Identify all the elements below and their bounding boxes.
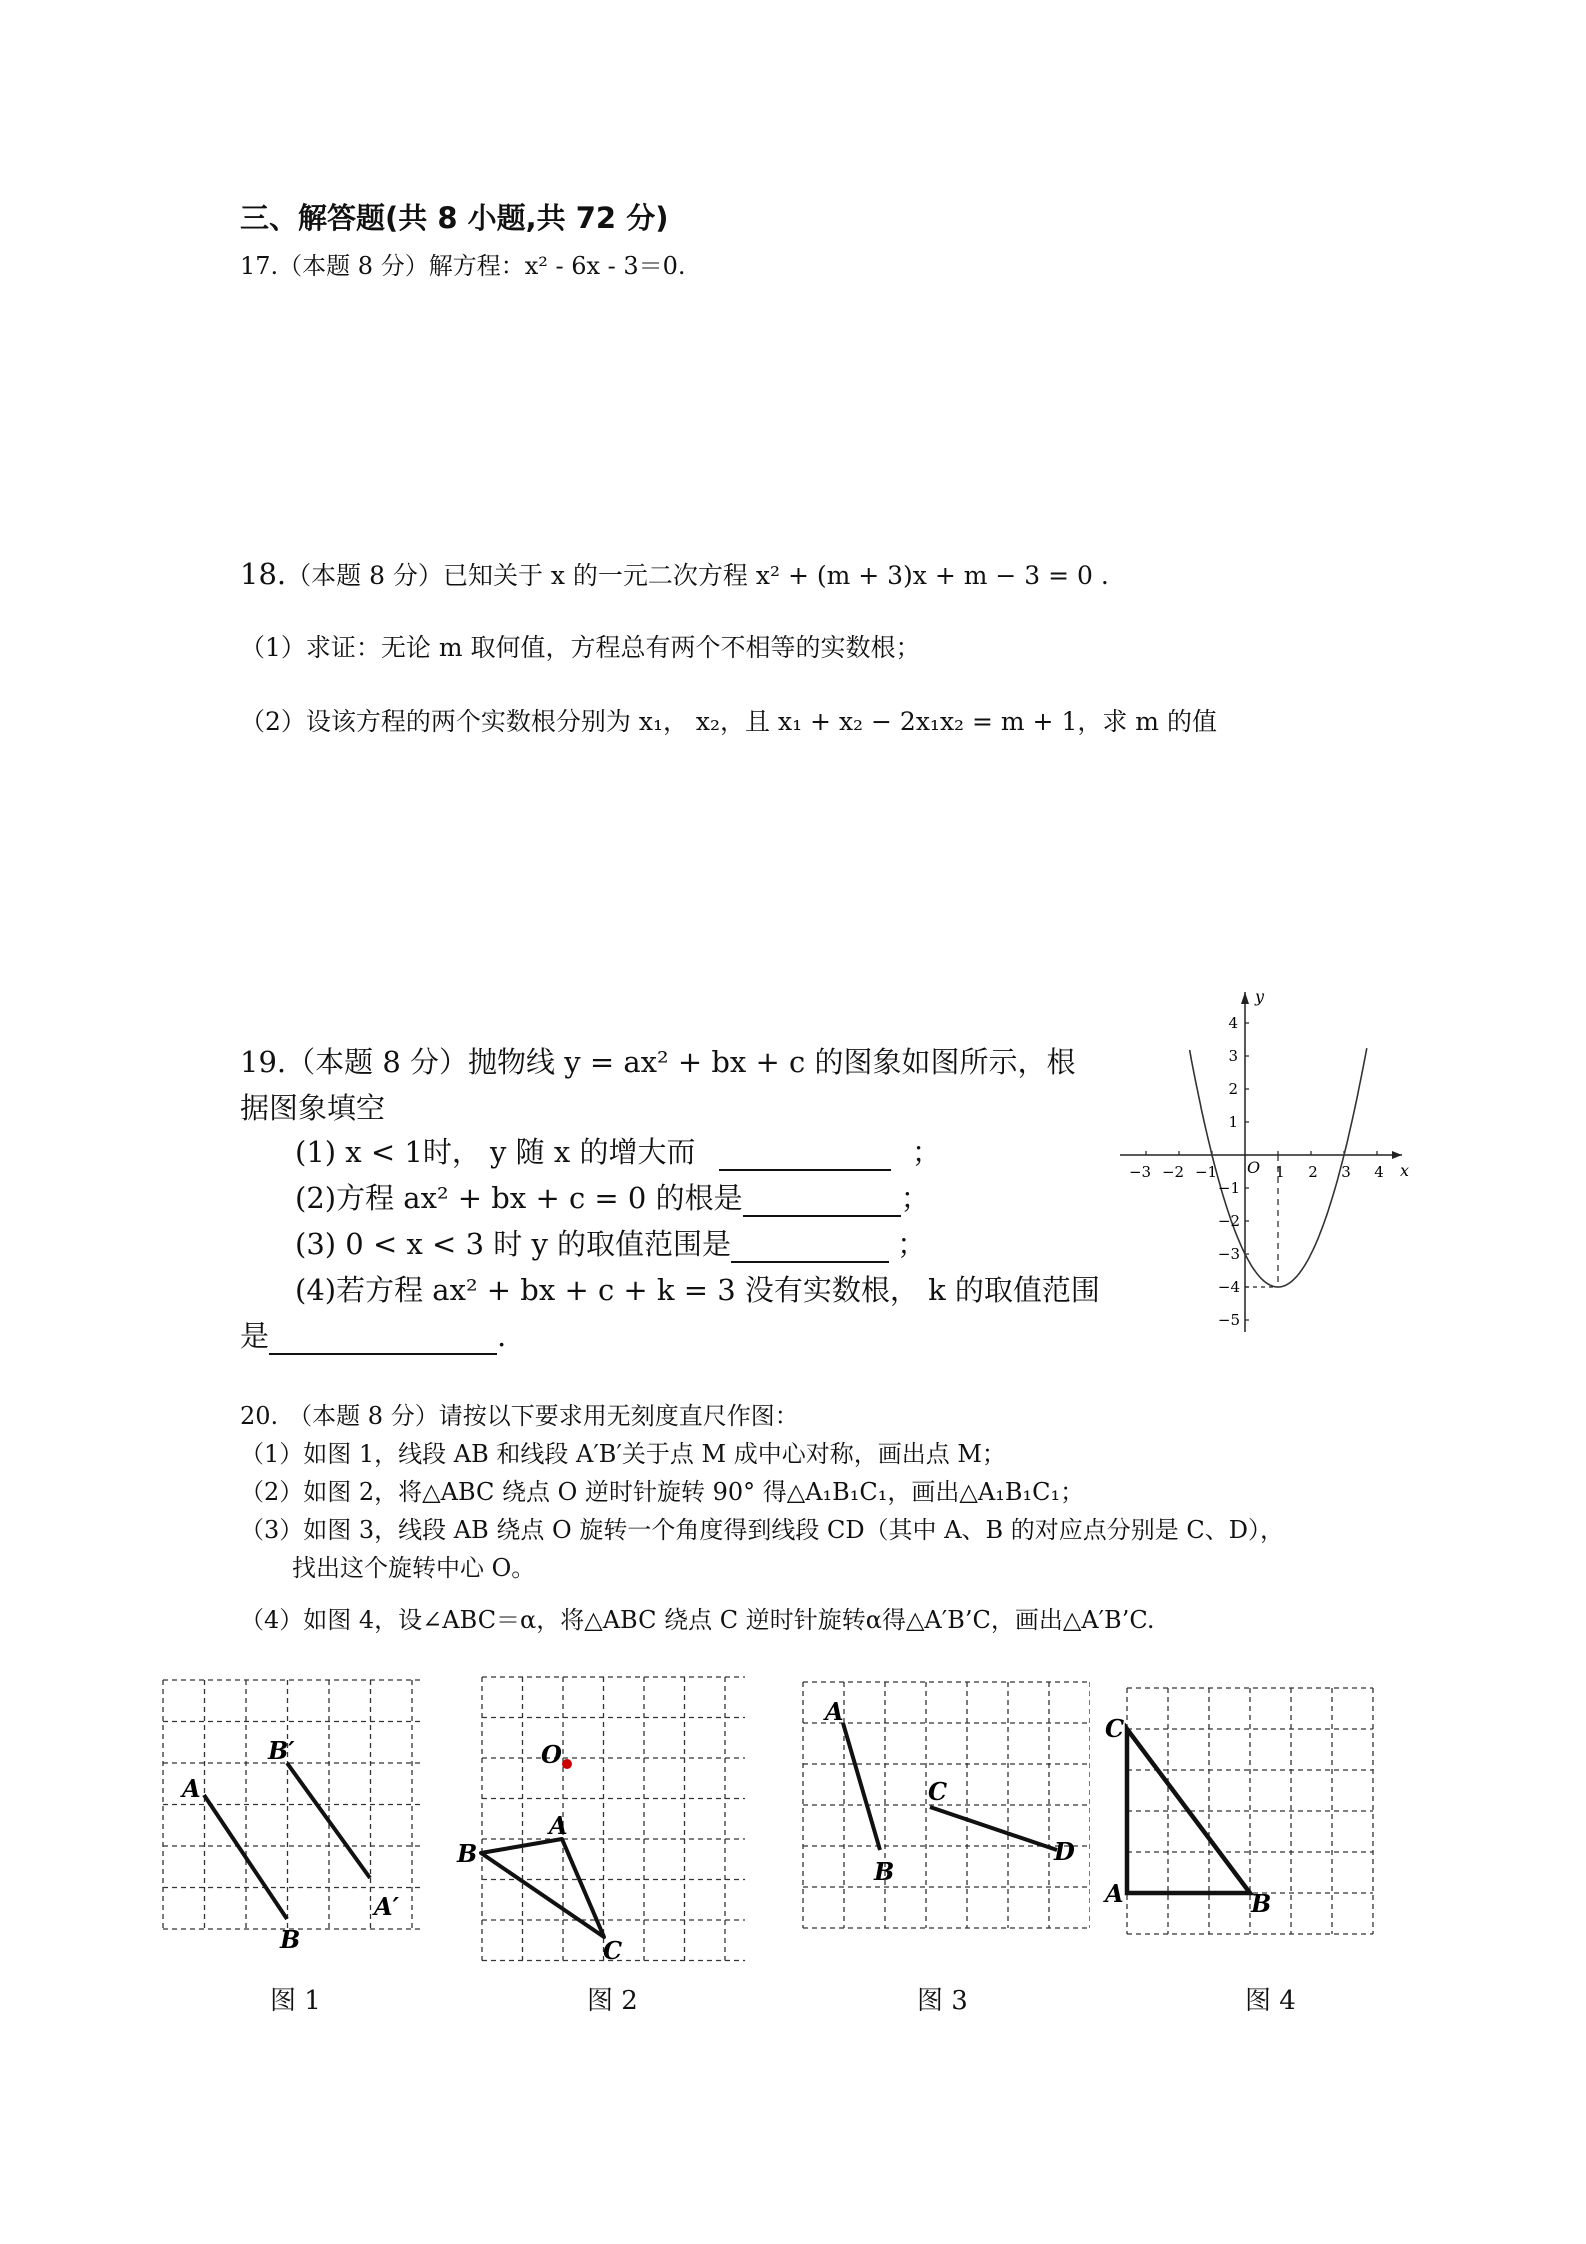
label-c: C [603,1936,623,1962]
section-title: 三、解答题(共 8 小题,共 72 分) [240,201,669,235]
q20-part-4: （4）如图 4，设∠ABC＝α，将△ABC 绕点 C 逆时针旋转α得△A′B’C，画出△A′B’C. [240,1606,1155,1634]
label-c: C [928,1777,948,1806]
q20-stem: 请按以下要求用无刻度直尺作图： [438,1402,799,1430]
q20-score: （本题 8 分） [288,1402,439,1430]
label-b: B [457,1839,478,1868]
y-tick-label: 1 [1228,1113,1238,1131]
figure-2-grid [482,1677,745,1961]
q20-number: 20. [240,1402,279,1430]
q18-number: 18. [240,557,287,591]
q20-part-2: （2）如图 2，将△ABC 绕点 O 逆时针旋转 90° 得△A₁B₁C₁，画出△A₁B₁C₁； [240,1478,1085,1506]
q19-part-3: (3) 0 < x < 3 时 y 的取值范围是 ； [295,1227,927,1261]
x-tick-label: −2 [1161,1163,1185,1181]
label-a-prime: A′ [374,1892,399,1921]
q20-part-3-line2: 找出这个旋转中心 O。 [292,1554,536,1582]
q17-number: 17. [240,252,279,280]
q18-score: （本题 8 分） [286,561,443,590]
question-18 [240,556,1109,592]
x-tick-label: 1 [1275,1163,1285,1181]
y-tick-label: −4 [1217,1278,1240,1296]
answer-blank-4[interactable] [269,1324,497,1355]
q20-part-1: （1）如图 1，线段 AB 和线段 A′B′关于点 M 成中心对称，画出点 M； [240,1440,1006,1468]
y-tick-label: 4 [1228,1014,1238,1032]
q19-score: （本题 8 分） [286,1045,469,1079]
q18-part-2: （2）设该方程的两个实数根分别为 x₁， x₂，且 x₁ + x₂ − 2x₁x₂ = m + 1，求 m 的值 [240,707,1217,736]
label-b: B [280,1925,301,1952]
q19-number: 19. [240,1045,287,1079]
x-tick-label: −1 [1194,1163,1218,1181]
y-tick-label: 3 [1228,1047,1238,1065]
q17-prompt: 解方程： [428,252,525,280]
label-c: C [1105,1714,1125,1743]
label-b: B [1251,1889,1272,1918]
figure-4-grid [1127,1688,1373,1934]
x-axis-arrow [1392,1151,1402,1159]
label-a: A [182,1774,201,1803]
figure-3 [790,1680,1090,1960]
origin-label: O [1247,1158,1261,1177]
y-axis-label: y [1255,987,1265,1006]
label-b: B [874,1857,895,1886]
q19-part-4-line1: (4)若方程 ax² + bx + c + k = 3 没有实数根， k 的取值范围 [295,1273,1100,1307]
label-a: A [549,1811,568,1840]
x-axis-label: x [1400,1161,1410,1180]
segment-cd [930,1807,1057,1850]
y-tick-label: −5 [1217,1311,1240,1329]
q17-score: （本题 8 分） [278,252,429,280]
answer-blank-3[interactable] [731,1232,889,1263]
label-b-prime: B′ [268,1736,295,1765]
figure-2 [455,1672,745,1962]
x-tick-label: 4 [1374,1163,1384,1181]
question-20 [240,1396,799,1431]
figure-1 [160,1672,420,1952]
label-a: A [825,1697,844,1726]
parabola-graph [1110,980,1410,1350]
question-17 [240,246,686,281]
q19-part-1: (1) x < 1时， y 随 x 的增大而 ； [295,1135,941,1169]
q18-part-1: （1）求证：无论 m 取何值，方程总有两个不相等的实数根； [240,633,921,662]
answer-blank-2[interactable] [743,1186,901,1217]
y-tick-label: −1 [1217,1179,1240,1197]
y-tick-label: −3 [1217,1245,1240,1263]
point-o [562,1759,572,1769]
question-19 [240,1040,1075,1081]
answer-blank-1[interactable] [719,1140,891,1171]
y-axis-arrow [1241,992,1249,1004]
figure-1-caption: 图 1 [270,1986,321,2016]
label-d: D [1054,1837,1075,1866]
triangle-abc [481,1839,604,1937]
q20-part-3-line1: （3）如图 3，线段 AB 绕点 O 旋转一个角度得到线段 CD（其中 A、B 的对应点分别是 C、D）， [240,1516,1285,1544]
label-o: O [541,1740,562,1769]
q19-part-2: (2)方程 ax² + bx + c = 0 的根是 ； [295,1181,930,1215]
q19-stem-line1: 抛物线 y = ax² + bx + c 的图象如图所示，根 [468,1045,1076,1079]
figure-3-caption: 图 3 [917,1986,968,2016]
figure-4-caption: 图 4 [1245,1986,1296,2016]
y-tick-label: −2 [1217,1212,1240,1230]
label-a: A [1105,1879,1124,1908]
q19-part-4-line2: 是 . [240,1319,507,1353]
x-tick-label: 3 [1341,1163,1351,1181]
segment-ab [843,1723,880,1850]
q18-stem: 已知关于 x 的一元二次方程 x² + (m + 3)x + m − 3 = 0 . [442,561,1109,590]
figure-2-caption: 图 2 [587,1986,638,2016]
y-tick-labels [1218,1014,1240,1329]
q19-stem-line2: 据图象填空 [240,1091,386,1125]
x-tick-label: −3 [1128,1163,1152,1181]
figure-4 [1100,1680,1390,1950]
y-tick-label: 2 [1228,1080,1238,1098]
x-tick-label: 2 [1308,1163,1318,1181]
q17-equation: x² - 6x - 3＝0. [524,252,686,280]
